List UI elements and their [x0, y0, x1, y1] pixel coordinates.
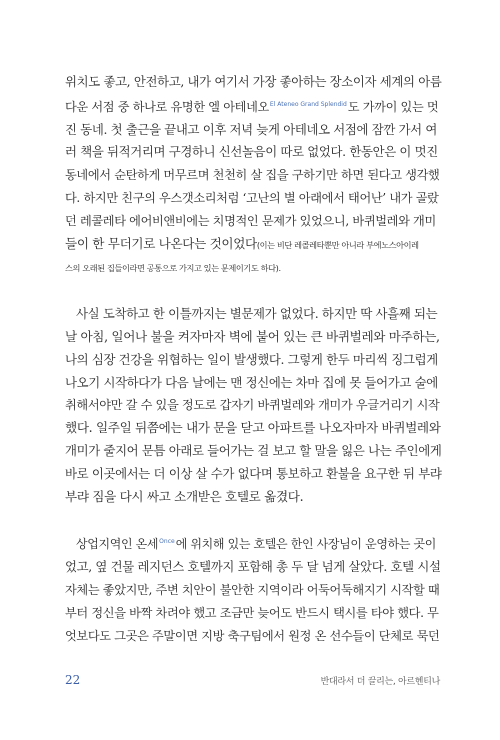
text-run: 었고, 옆 건물 레지던스 호텔까지 포함해 총 두 달 넘게 살았다. 호텔 시설 [65, 559, 441, 575]
page-footer [0, 673, 500, 687]
text-line [65, 579, 441, 602]
text-line [65, 326, 441, 349]
text-line [65, 394, 441, 417]
text-run: 자체는 좋았지만, 주변 치안이 불안한 지역이라 어둑어둑해지기 시작할 때 [65, 582, 440, 597]
text-run: 날 아침, 일어나 불을 켜자마자 벽에 붙어 있는 큰 바퀴벌레와 마주하는, [65, 328, 440, 344]
text-line [65, 556, 441, 579]
running-title: 반대라서 더 끌리는, 아르헨티나 [320, 677, 440, 687]
text-run: 러 책을 뒤적거리며 구경하니 신선놀음이 따로 없었다. 한동안은 이 멋진 [65, 144, 438, 160]
text-line [65, 602, 441, 625]
text-run: 사실 도착하고 한 이틀까지는 별문제가 없었다. 하지만 딱 사흘째 되는 [76, 306, 438, 322]
page-number: 22 [65, 673, 81, 687]
text-line [65, 210, 441, 233]
text-run: 동네에서 순탄하게 머무르며 천천히 살 집을 구하기만 하면 된다고 생각했 [65, 168, 440, 183]
original-name-superscript: El Ateneo Grand Splendid [269, 100, 347, 108]
text-run: 다. 하지만 친구의 우스갯소리처럼 ‘고난의 별 아래에서 태어난’ 내가 골랐 [65, 190, 439, 205]
text-run: 부터 정신을 바짝 차려야 했고 조금만 늦어도 반드시 택시를 타야 했다. 무 [65, 605, 439, 620]
text-line [65, 531, 441, 556]
text-line [65, 303, 441, 326]
text-run: 부랴 짐을 다시 싸고 소개받은 호텔로 옮겼다. [65, 488, 304, 504]
text-line [65, 372, 441, 395]
text-run: 에 위치해 있는 호텔은 한인 사장님이 운영하는 곳이 [175, 537, 437, 552]
text-run: 나오기 시작하다가 다음 날에는 맨 정신에는 차마 집에 못 들어가고 술에 [65, 374, 438, 390]
text-line [65, 256, 441, 280]
paragraph-gap [65, 508, 441, 531]
text-run: 취해서야만 갈 수 있을 정도로 갑자기 바퀴벌레와 개미가 우글거리기 시작 [65, 398, 440, 413]
paragraph [65, 71, 441, 280]
text-line [65, 233, 441, 257]
text-run: 개미가 줄지어 문틈 아래로 들어가는 걸 보고 할 말을 잃은 나는 주인에게 [65, 442, 442, 458]
text-run: 위치도 좋고, 안전하고, 내가 여기서 가장 좋아하는 장소이자 세계의 아름 [65, 74, 442, 89]
text-line [65, 625, 441, 648]
text-run: 던 레콜레타 에어비앤비에는 치명적인 문제가 있었으니, 바퀴벌레와 개미 [65, 213, 436, 228]
text-line [65, 119, 441, 142]
paragraph [65, 531, 441, 647]
text-run: 다운 서점 중 하나로 유명한 엘 아테네오 [65, 99, 269, 114]
inline-note: (이는 비단 레콜레타뿐만 아니라 부에노스아이레 [256, 239, 419, 250]
text-line [65, 164, 441, 187]
text-line [65, 417, 441, 440]
original-name-superscript: Once [159, 538, 175, 546]
text-run: 상업지역인 온세 [76, 537, 159, 552]
text-run: 진 동네. 첫 출근을 끝내고 이후 저녁 늦게 아테네오 서점에 잠깐 가서 여 [65, 121, 437, 137]
text-line [65, 94, 441, 119]
text-line [65, 71, 441, 94]
text-run: 했다. 일주일 뒤쯤에는 내가 문을 닫고 아파트를 나오자마자 바퀴벌레와 [65, 420, 441, 436]
text-run: 바로 이곳에서는 더 이상 살 수가 없다며 통보하고 환불을 요구한 뒤 부랴 [65, 465, 442, 481]
text-line [65, 349, 441, 372]
text-run: 들이 한 무더기로 나온다는 것이었다 [65, 235, 257, 251]
paragraph-gap [65, 280, 441, 303]
text-line [65, 141, 441, 164]
text-line [65, 187, 441, 210]
text-line [65, 463, 441, 486]
text-line [65, 486, 441, 509]
text-run: 나의 심장 건강을 위협하는 일이 발생했다. 그렇게 한두 마리씩 징그럽게 [65, 351, 438, 367]
paragraph [65, 303, 441, 508]
body-text [65, 71, 441, 647]
text-line [65, 440, 441, 463]
text-run: 엇보다도 그곳은 주말이면 지방 축구팀에서 원정 온 선수들이 단체로 묵던 [65, 628, 440, 643]
text-run: 도 가까이 있는 멋 [347, 99, 439, 114]
inline-note: 스의 오래된 집들이라면 공통으로 가지고 있는 문제이기도 하다). [65, 263, 281, 274]
